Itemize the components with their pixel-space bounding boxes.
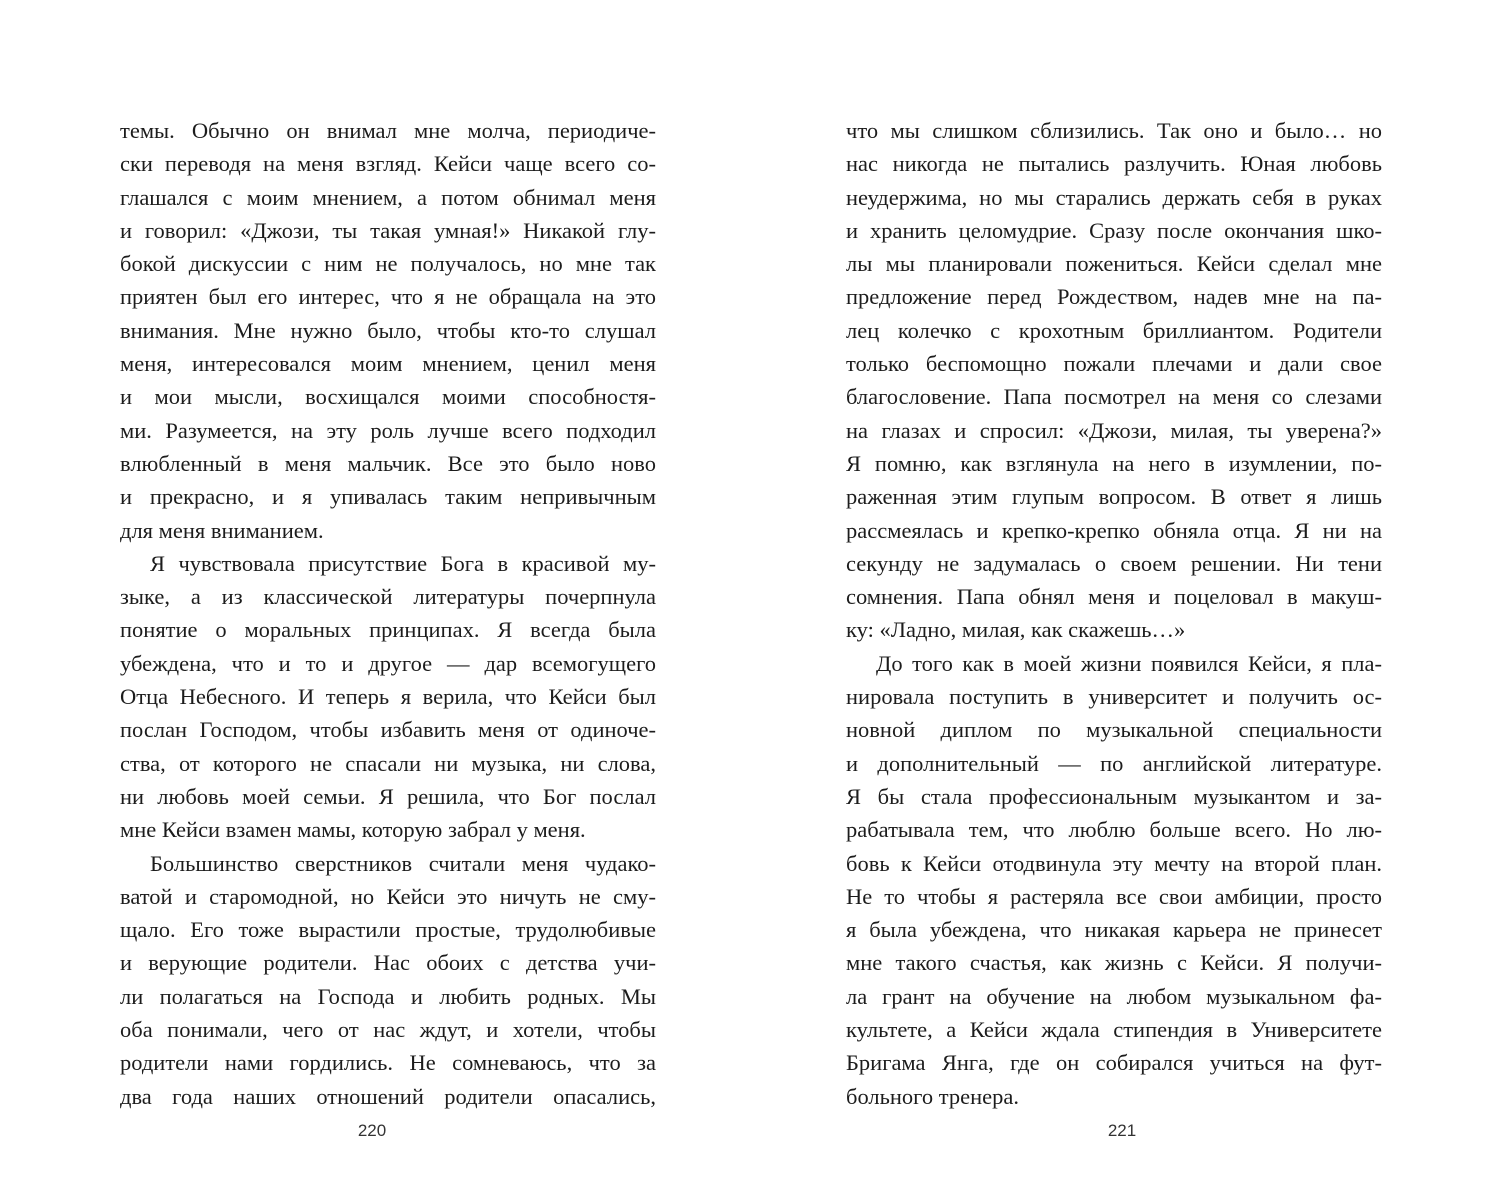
text-line: темы. Обычно он внимал мне молча, периодиче- <box>120 118 656 143</box>
text-line: ни любовь моей семьи. Я решила, что Бог послал <box>120 783 656 809</box>
text-line: нас никогда не пытались разлучить. Юная любовь <box>846 151 1382 177</box>
text-line: ства, от которого не спасали ни музыка, ни слова, <box>120 750 656 776</box>
text-line: Бригама Янга, где он собирался учиться на фут- <box>846 1050 1382 1076</box>
text-line: лец колечко с крохотным бриллиантом. Родители <box>846 317 1382 343</box>
right-page-number: 221 <box>1107 1121 1137 1140</box>
text-line: послан Господом, чтобы избавить меня от одиноче- <box>120 717 656 743</box>
text-line: секунду не задумалась о своем решении. Ни тени <box>846 550 1382 576</box>
text-line: мне Кейси взамен мамы, которую забрал у меня. <box>120 817 586 843</box>
text-line: внимания. Мне нужно было, чтобы кто-то слушал <box>120 317 656 343</box>
text-line: убеждена, что и то и другое — дар всемогущего <box>120 650 656 676</box>
text-line: До того как в моей жизни появился Кейси, я пла- <box>876 650 1382 676</box>
text-line: и хранить целомудрие. Сразу после окончания шко- <box>846 217 1382 243</box>
text-line: и говорил: «Джози, ты такая умная!» Никакой глу- <box>120 217 656 243</box>
text-line: зыке, а из классической литературы почерпнула <box>120 584 656 610</box>
text-line: Не то чтобы я растеряла все свои амбиции, просто <box>846 883 1382 909</box>
text-line: для меня вниманием. <box>120 517 324 543</box>
text-line: бокой дискуссии с ним не получалось, но мне так <box>120 251 656 277</box>
text-line: и мои мысли, восхищался моими способностя- <box>120 384 656 410</box>
text-line: благословение. Папа посмотрел на меня со слезами <box>846 384 1382 410</box>
text-line: Я чувствовала присутствие Бога в красивой му- <box>150 550 656 576</box>
text-line: понятие о моральных принципах. Я всегда была <box>120 617 656 643</box>
text-line: родители нами гордились. Не сомневаюсь, что за <box>120 1050 656 1076</box>
text-line: новной диплом по музыкальной специальности <box>846 717 1382 743</box>
text-line: что мы слишком сблизились. Так оно и было… но <box>846 118 1382 143</box>
text-line: культете, а Кейси ждала стипендия в Университете <box>846 1017 1382 1043</box>
left-page-text <box>120 114 656 1113</box>
text-line: два года наших отношений родители опасались, <box>120 1083 656 1109</box>
text-line: рассмеялась и крепко-крепко обняла отца. Я ни на <box>846 517 1382 543</box>
text-line: влюбленный в меня мальчик. Все это было ново <box>120 450 656 476</box>
text-line: и верующие родители. Нас обоих с детства учи- <box>120 950 656 976</box>
text-line: рабатывала тем, что люблю больше всего. Но лю- <box>846 817 1382 843</box>
text-line: ку: «Ладно, милая, как скажешь…» <box>846 617 1186 643</box>
text-line: и прекрасно, и я упивалась таким непривычным <box>120 484 656 510</box>
left-page-number: 220 <box>357 1121 387 1140</box>
text-line: бовь к Кейси отодвинула эту мечту на второй план. <box>846 850 1382 876</box>
text-line: ла грант на обучение на любом музыкальном фа- <box>846 983 1382 1009</box>
text-line: мне такого счастья, как жизнь с Кейси. Я получи- <box>846 950 1382 976</box>
text-line: я была убеждена, что никакая карьера не принесет <box>846 917 1382 943</box>
text-line: лы мы планировали пожениться. Кейси сделал мне <box>846 251 1382 277</box>
text-line: сомнения. Папа обнял меня и поцеловал в макуш- <box>846 584 1382 610</box>
text-line: нировала поступить в университет и получить ос- <box>846 684 1382 710</box>
right-page-text <box>846 114 1382 1113</box>
text-line: Я помню, как взглянула на него в изумлении, по- <box>846 450 1382 476</box>
text-line: ватой и старомодной, но Кейси это ничуть не сму- <box>120 883 656 909</box>
text-line: Большинство сверстников считали меня чудако- <box>150 850 656 876</box>
text-line: ми. Разумеется, на эту роль лучше всего подходил <box>120 417 656 443</box>
text-line: ски переводя на меня взгляд. Кейси чаще всего со- <box>120 151 656 177</box>
text-line: Отца Небесного. И теперь я верила, что Кейси был <box>120 684 656 710</box>
text-line: приятен был его интерес, что я не обращала на это <box>120 284 656 310</box>
text-line: глашался с моим мнением, а потом обнимал меня <box>120 184 656 210</box>
text-line: и дополнительный — по английской литературе. <box>846 750 1382 776</box>
text-line: щало. Его тоже вырастили простые, трудолюбивые <box>120 917 656 943</box>
text-line: оба понимали, чего от нас ждут, и хотели, чтобы <box>120 1017 656 1043</box>
text-line: Я бы стала профессиональным музыкантом и за- <box>846 783 1382 809</box>
text-line: на глазах и спросил: «Джози, милая, ты уверена?» <box>846 417 1382 443</box>
text-line: предложение перед Рождеством, надев мне на па- <box>846 284 1382 310</box>
text-line: меня, интересовался моим мнением, ценил меня <box>120 351 656 377</box>
text-line: больного тренера. <box>846 1083 1019 1109</box>
text-line: только беспомощно пожали плечами и дали свое <box>846 351 1382 377</box>
text-line: неудержима, но мы старались держать себя в руках <box>846 184 1382 210</box>
text-line: ли полагаться на Господа и любить родных. Мы <box>120 983 656 1009</box>
text-line: раженная этим глупым вопросом. В ответ я лишь <box>846 484 1382 510</box>
